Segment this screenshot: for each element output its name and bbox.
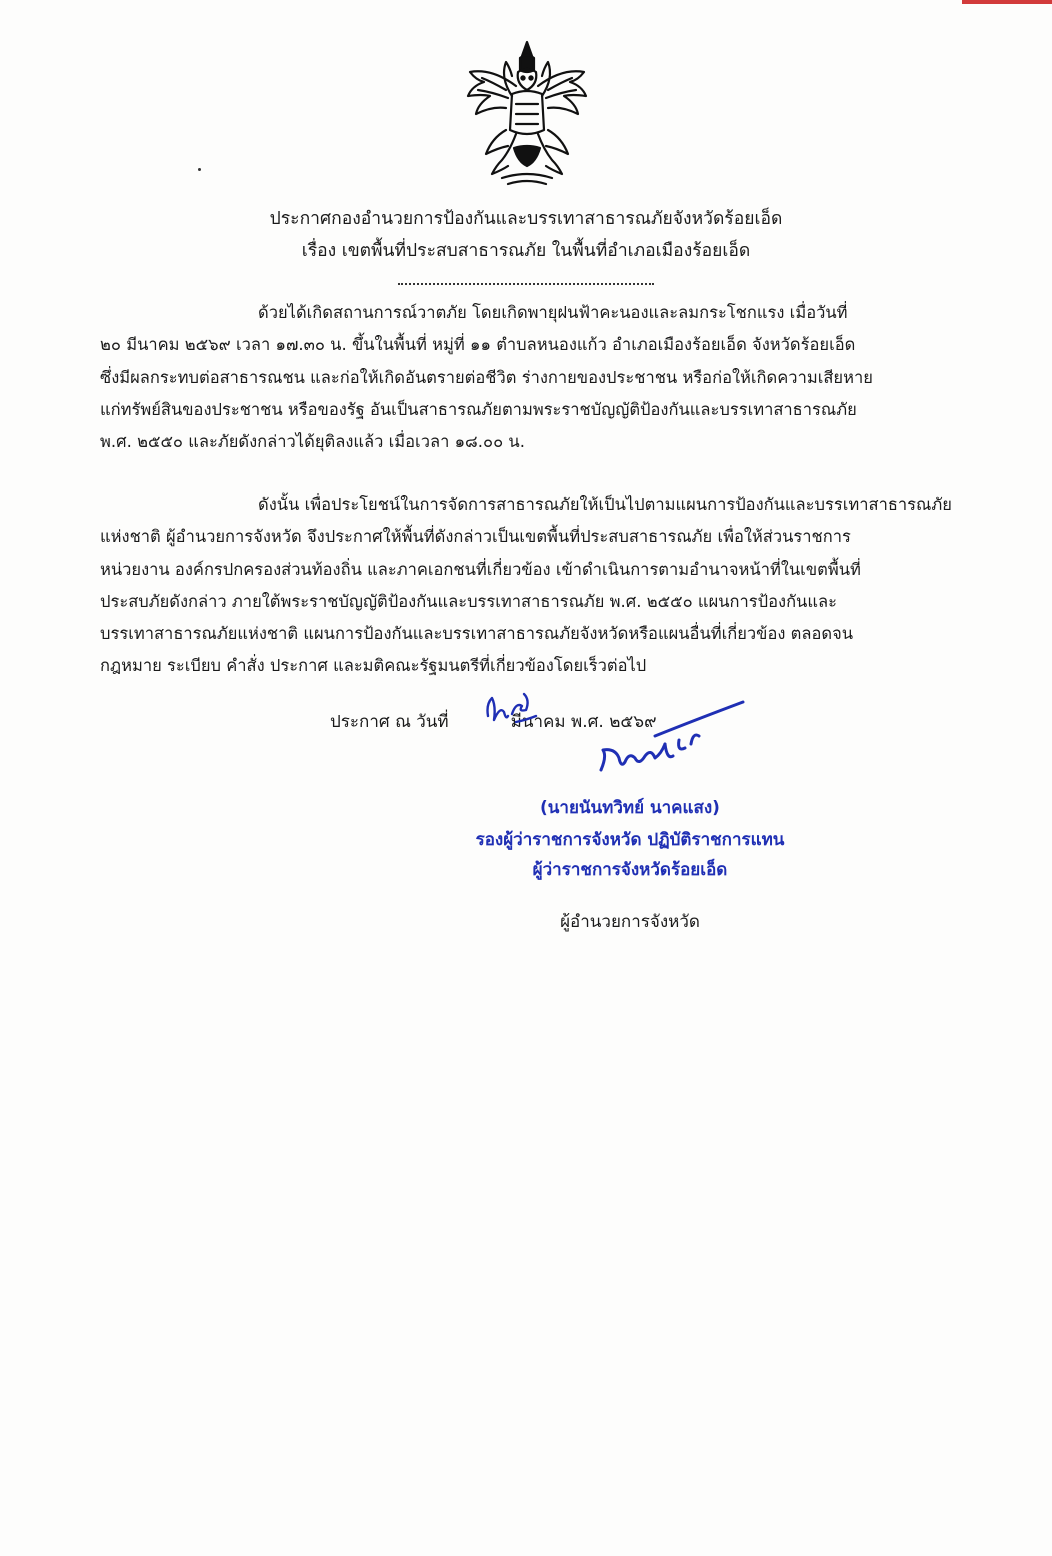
- garuda-emblem-icon: [462, 38, 592, 186]
- signer-name: (นายนันทวิทย์ นาคแสง): [540, 798, 720, 818]
- paragraph-line: ซึ่งมีผลกระทบต่อสาธารณชน และก่อให้เกิดอันตรายต่อชีวิต ร่างกายของประชาชน หรือก่อให้เกิดความเสียหาย: [100, 367, 873, 387]
- signer-position: รองผู้ว่าราชการจังหวัด ปฏิบัติราชการแทน: [475, 830, 785, 850]
- announcement-date-prefix: ประกาศ ณ วันที่: [330, 712, 449, 732]
- dotted-divider: [398, 283, 654, 286]
- handwritten-day-signature: [482, 686, 542, 730]
- scan-speck: [198, 168, 201, 171]
- paragraph-line: หน่วยงาน องค์กรปกครองส่วนท้องถิ่น และภาคเอกชนที่เกี่ยวข้อง เข้าดำเนินการตามอำนาจหน้าที่ในเขตพื้นที่: [100, 559, 861, 579]
- handwritten-signature: [595, 700, 745, 780]
- paragraph-line: แห่งชาติ ผู้อำนวยการจังหวัด จึงประกาศให้พื้นที่ดังกล่าวเป็นเขตพื้นที่ประสบสาธารณภัย เพื่อให้ส่วนราชการ: [100, 527, 851, 547]
- paragraph-line: ประสบภัยดังกล่าว ภายใต้พระราชบัญญัติป้องกันและบรรเทาสาธารณภัย พ.ศ. ๒๕๕๐ แผนการป้องกันและ: [100, 591, 837, 611]
- signer-role: ผู้อำนวยการจังหวัด: [560, 912, 700, 932]
- paragraph-line: กฎหมาย ระเบียบ คำสั่ง ประกาศ และมติคณะรัฐมนตรีที่เกี่ยวข้องโดยเร็วต่อไป: [100, 656, 647, 676]
- paragraph-line: ด้วยได้เกิดสถานการณ์วาตภัย โดยเกิดพายุฝนฟ้าคะนองและลมกระโชกแรง เมื่อวันที่: [258, 303, 848, 322]
- signer-position-2: ผู้ว่าราชการจังหวัดร้อยเอ็ด: [532, 860, 728, 880]
- body-paragraph-1: [100, 297, 960, 458]
- paragraph-line: ดังนั้น เพื่อประโยชน์ในการจัดการสาธารณภัยให้เป็นไปตามแผนการป้องกันและบรรเทาสาธารณภัย: [258, 495, 952, 514]
- edge-scan-mark: [962, 0, 1052, 4]
- body-paragraph-2: [100, 489, 960, 683]
- paragraph-line: แก่ทรัพย์สินของประชาชน หรือของรัฐ อันเป็นสาธารณภัยตามพระราชบัญญัติป้องกันและบรรเทาสาธารณภัย: [100, 399, 857, 419]
- announcement-title: ประกาศกองอำนวยการป้องกันและบรรเทาสาธารณภัยจังหวัดร้อยเอ็ด: [269, 209, 783, 229]
- paragraph-line: บรรเทาสาธารณภัยแห่งชาติ แผนการป้องกันและบรรเทาสาธารณภัยจังหวัดหรือแผนอื่นที่เกี่ยวข้อง ตลอดจน: [100, 624, 854, 644]
- paragraph-line: ๒๐ มีนาคม ๒๕๖๙ เวลา ๑๗.๓๐ น. ขึ้นในพื้นที่ หมู่ที่ ๑๑ ตำบลหนองแก้ว อำเภอเมืองร้อยเอ็ด จังหวัดร้อยเอ็ด: [100, 335, 856, 355]
- announcement-subject: เรื่อง เขตพื้นที่ประสบสาธารณภัย ในพื้นที่อำเภอเมืองร้อยเอ็ด: [301, 241, 751, 261]
- announcement-month-year: มีนาคม พ.ศ. ๒๕๖๙: [510, 712, 657, 732]
- paragraph-line: พ.ศ. ๒๕๕๐ และภัยดังกล่าวได้ยุติลงแล้ว เมื่อเวลา ๑๘.๐๐ น.: [100, 432, 525, 452]
